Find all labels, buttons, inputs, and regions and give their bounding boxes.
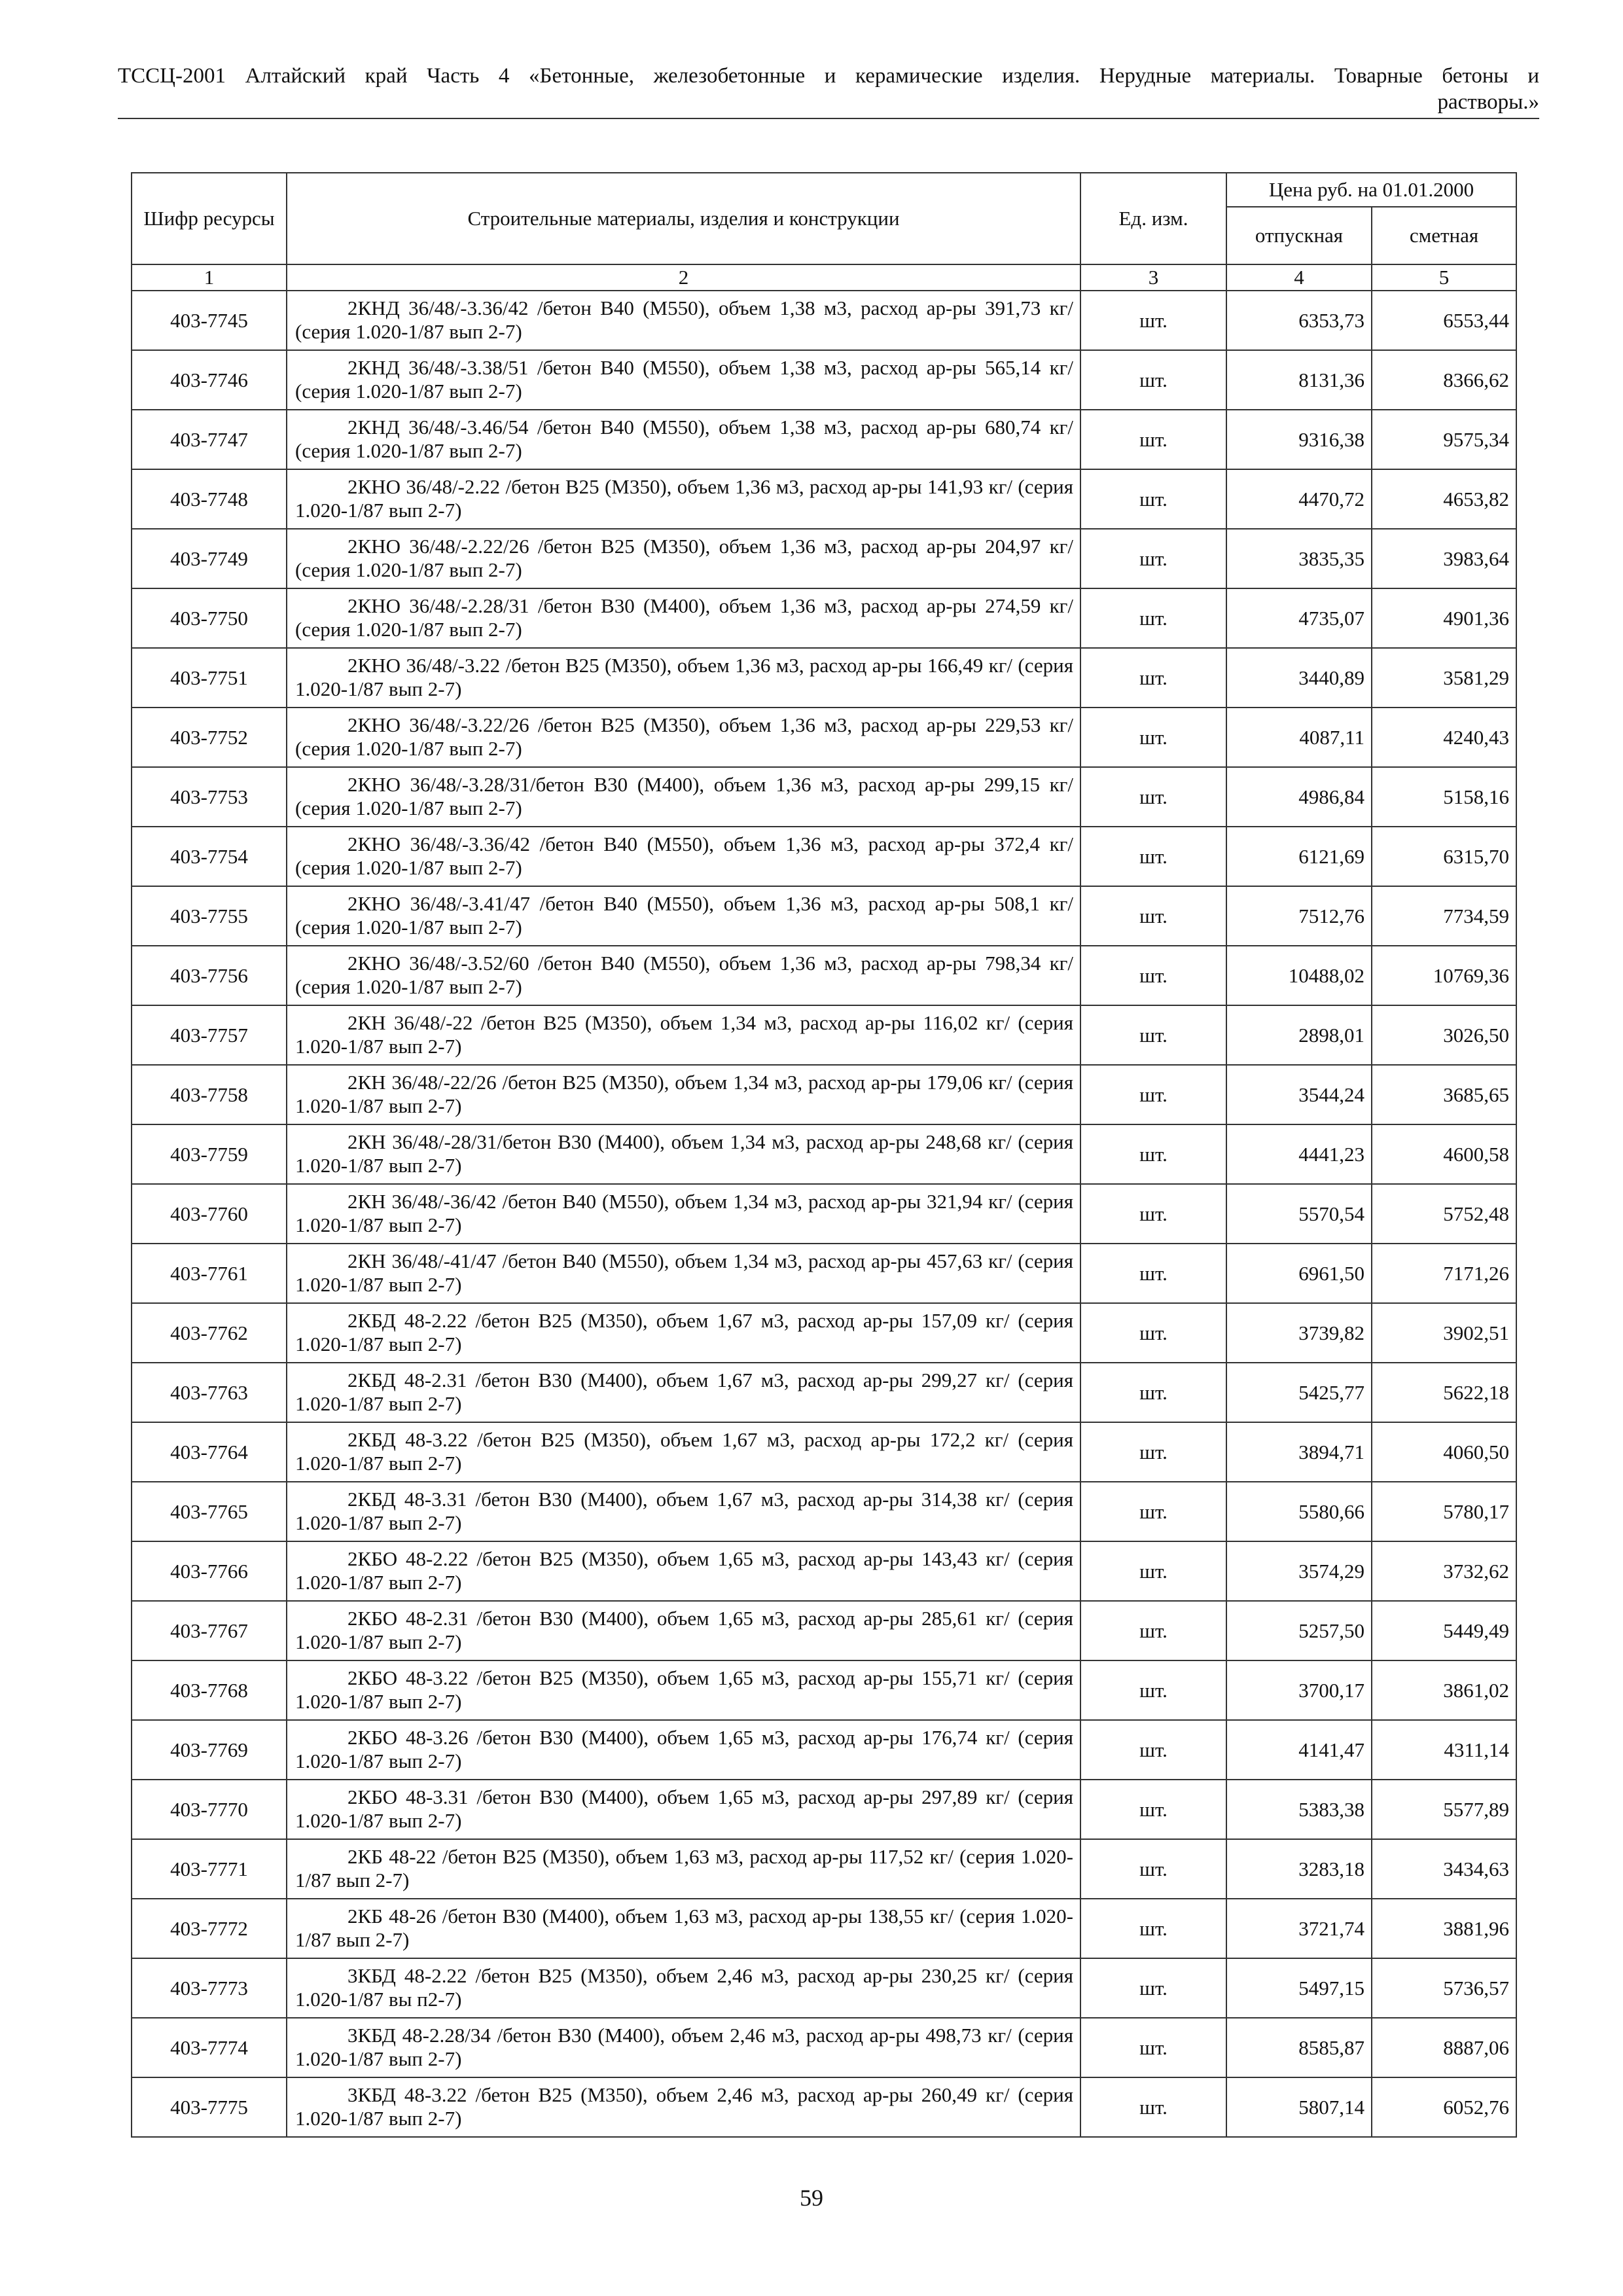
unit-cell: шт.: [1080, 1958, 1226, 2018]
header-unit: Ед. изм.: [1080, 173, 1226, 264]
estimate-price-cell: 5577,89: [1372, 1780, 1516, 1839]
release-price-cell: 5257,50: [1226, 1601, 1372, 1660]
column-number: 1: [132, 264, 287, 291]
release-price-cell: 4470,72: [1226, 469, 1372, 529]
table-row: [132, 1780, 1516, 1839]
table-row: [132, 648, 1516, 708]
unit-cell: шт.: [1080, 648, 1226, 708]
material-description-cell: [287, 2077, 1080, 2137]
release-price-cell: 3574,29: [1226, 1541, 1372, 1601]
resource-code-cell: 403-7759: [132, 1124, 287, 1184]
release-price-cell: 4441,23: [1226, 1124, 1372, 1184]
header-estimate-price: сметная: [1372, 207, 1516, 264]
table-row: [132, 1541, 1516, 1601]
unit-cell: шт.: [1080, 1363, 1226, 1422]
release-price-cell: 8585,87: [1226, 2018, 1372, 2077]
table-row: [132, 1601, 1516, 1660]
column-number: 4: [1226, 264, 1372, 291]
column-number: 3: [1080, 264, 1226, 291]
estimate-price-cell: 7171,26: [1372, 1244, 1516, 1303]
material-description-cell: [287, 469, 1080, 529]
unit-cell: шт.: [1080, 1541, 1226, 1601]
unit-cell: шт.: [1080, 708, 1226, 767]
material-description-text: 2КНО 36/48/-2.22 /бетон В25 (М350), объем 1,36 м3, расход ар-ры 141,93 кг/ (серия 1.020-1/87 вып 2-7): [295, 475, 1073, 522]
material-description-text: 2КНО 36/48/-2.22/26 /бетон В25 (М350), объем 1,36 м3, расход ар-ры 204,97 кг/ (серия 1.020-1/87 вып 2-7): [295, 534, 1073, 581]
table-row: [132, 350, 1516, 410]
table-row: [132, 2077, 1516, 2137]
table-row: [132, 946, 1516, 1005]
material-description-text: 2КН 36/48/-28/31/бетон В30 (М400), объем 1,34 м3, расход ар-ры 248,68 кг/ (серия 1.020-1/87 вып 2-7): [295, 1130, 1073, 1177]
resource-code-cell: 403-7768: [132, 1660, 287, 1720]
resource-code-cell: 403-7773: [132, 1958, 287, 2018]
unit-cell: шт.: [1080, 1780, 1226, 1839]
material-description-text: 2КНД 36/48/-3.38/51 /бетон В40 (М550), объем 1,38 м3, расход ар-ры 565,14 кг/ (серия 1.020-1/87 вып 2-7): [295, 355, 1073, 403]
material-description-cell: [287, 1482, 1080, 1541]
estimate-price-cell: 8366,62: [1372, 350, 1516, 410]
material-description-cell: [287, 1303, 1080, 1363]
column-number: 2: [287, 264, 1080, 291]
table-row: [132, 1899, 1516, 1958]
release-price-cell: 5425,77: [1226, 1363, 1372, 1422]
estimate-price-cell: 10769,36: [1372, 946, 1516, 1005]
release-price-cell: 4986,84: [1226, 767, 1372, 827]
estimate-price-cell: 4653,82: [1372, 469, 1516, 529]
material-description-cell: [287, 1780, 1080, 1839]
unit-cell: шт.: [1080, 469, 1226, 529]
table-row: [132, 708, 1516, 767]
release-price-cell: 3835,35: [1226, 529, 1372, 588]
resource-code-cell: 403-7766: [132, 1541, 287, 1601]
unit-cell: шт.: [1080, 1601, 1226, 1660]
table-row: [132, 827, 1516, 886]
estimate-price-cell: 8887,06: [1372, 2018, 1516, 2077]
header-code: Шифр ресурсы: [132, 173, 287, 264]
estimate-price-cell: 5449,49: [1372, 1601, 1516, 1660]
resource-code-cell: 403-7762: [132, 1303, 287, 1363]
material-description-text: 3КБД 48-2.28/34 /бетон В30 (М400), объем 2,46 м3, расход ар-ры 498,73 кг/ (серия 1.020-1/87 вып 2-7): [295, 2023, 1073, 2070]
estimate-price-cell: 7734,59: [1372, 886, 1516, 946]
release-price-cell: 3544,24: [1226, 1065, 1372, 1124]
estimate-price-cell: 6052,76: [1372, 2077, 1516, 2137]
release-price-cell: 4141,47: [1226, 1720, 1372, 1780]
estimate-price-cell: 4600,58: [1372, 1124, 1516, 1184]
table-row: [132, 1720, 1516, 1780]
table-row: [132, 291, 1516, 350]
material-description-text: 2КБО 48-3.31 /бетон В30 (М400), объем 1,65 м3, расход ар-ры 297,89 кг/ (серия 1.020-1/87 вып 2-7): [295, 1785, 1073, 1832]
estimate-price-cell: 3881,96: [1372, 1899, 1516, 1958]
unit-cell: шт.: [1080, 1482, 1226, 1541]
table-row: [132, 1363, 1516, 1422]
material-description-text: 3КБД 48-2.22 /бетон В25 (М350), объем 2,46 м3, расход ар-ры 230,25 кг/ (серия 1.020-1/87 вы п2-7): [295, 1964, 1073, 2011]
material-description-text: 2КБД 48-3.22 /бетон В25 (М350), объем 1,67 м3, расход ар-ры 172,2 кг/ (серия 1.020-1/87 вып 2-7): [295, 1427, 1073, 1475]
material-description-cell: [287, 588, 1080, 648]
estimate-price-cell: 5752,48: [1372, 1184, 1516, 1244]
estimate-price-cell: 3861,02: [1372, 1660, 1516, 1720]
resource-code-cell: 403-7758: [132, 1065, 287, 1124]
estimate-price-cell: 3983,64: [1372, 529, 1516, 588]
material-description-text: 2КН 36/48/-22/26 /бетон В25 (М350), объем 1,34 м3, расход ар-ры 179,06 кг/ (серия 1.020-1/87 вып 2-7): [295, 1070, 1073, 1117]
material-description-text: 2КНО 36/48/-3.41/47 /бетон В40 (М550), объем 1,36 м3, расход ар-ры 508,1 кг/ (серия 1.020-1/87 вып 2-7): [295, 891, 1073, 939]
estimate-price-cell: 6315,70: [1372, 827, 1516, 886]
table-row: [132, 1005, 1516, 1065]
table-row: [132, 1124, 1516, 1184]
material-description-text: 2КБО 48-3.22 /бетон В25 (М350), объем 1,65 м3, расход ар-ры 155,71 кг/ (серия 1.020-1/87 вып 2-7): [295, 1666, 1073, 1713]
unit-cell: шт.: [1080, 529, 1226, 588]
unit-cell: шт.: [1080, 1422, 1226, 1482]
resource-code-cell: 403-7769: [132, 1720, 287, 1780]
unit-cell: шт.: [1080, 1839, 1226, 1899]
unit-cell: шт.: [1080, 1899, 1226, 1958]
unit-cell: шт.: [1080, 291, 1226, 350]
unit-cell: шт.: [1080, 767, 1226, 827]
unit-cell: шт.: [1080, 1303, 1226, 1363]
unit-cell: шт.: [1080, 1005, 1226, 1065]
unit-cell: шт.: [1080, 1244, 1226, 1303]
table-row: [132, 1958, 1516, 2018]
resource-code-cell: 403-7770: [132, 1780, 287, 1839]
resource-code-cell: 403-7761: [132, 1244, 287, 1303]
estimate-price-cell: 4060,50: [1372, 1422, 1516, 1482]
release-price-cell: 3700,17: [1226, 1660, 1372, 1720]
release-price-cell: 6121,69: [1226, 827, 1372, 886]
unit-cell: шт.: [1080, 1720, 1226, 1780]
resource-code-cell: 403-7748: [132, 469, 287, 529]
table-body: [132, 291, 1516, 2137]
unit-cell: шт.: [1080, 350, 1226, 410]
unit-cell: шт.: [1080, 588, 1226, 648]
unit-cell: шт.: [1080, 2018, 1226, 2077]
resource-code-cell: 403-7775: [132, 2077, 287, 2137]
page-number: 59: [800, 2185, 823, 2211]
material-description-cell: [287, 529, 1080, 588]
material-description-text: 2КНО 36/48/-2.28/31 /бетон В30 (М400), объем 1,36 м3, расход ар-ры 274,59 кг/ (серия 1.020-1/87 вып 2-7): [295, 594, 1073, 641]
material-description-text: 2КБД 48-3.31 /бетон В30 (М400), объем 1,67 м3, расход ар-ры 314,38 кг/ (серия 1.020-1/87 вып 2-7): [295, 1487, 1073, 1534]
table-row: [132, 588, 1516, 648]
unit-cell: шт.: [1080, 2077, 1226, 2137]
table-row: [132, 410, 1516, 469]
material-description-cell: [287, 708, 1080, 767]
header-price-group: Цена руб. на 01.01.2000: [1226, 173, 1516, 207]
table-row: [132, 1184, 1516, 1244]
material-description-cell: [287, 1958, 1080, 2018]
resource-code-cell: 403-7750: [132, 588, 287, 648]
material-description-cell: [287, 886, 1080, 946]
release-price-cell: 4735,07: [1226, 588, 1372, 648]
unit-cell: шт.: [1080, 1660, 1226, 1720]
material-description-cell: [287, 1660, 1080, 1720]
material-description-text: 3КБД 48-3.22 /бетон В25 (М350), объем 2,46 м3, расход ар-ры 260,49 кг/ (серия 1.020-1/87 вып 2-7): [295, 2083, 1073, 2130]
resource-code-cell: 403-7764: [132, 1422, 287, 1482]
release-price-cell: 3440,89: [1226, 648, 1372, 708]
unit-cell: шт.: [1080, 946, 1226, 1005]
release-price-cell: 5580,66: [1226, 1482, 1372, 1541]
estimate-price-cell: 5158,16: [1372, 767, 1516, 827]
resource-code-cell: 403-7767: [132, 1601, 287, 1660]
table-row: [132, 1839, 1516, 1899]
table-row: [132, 767, 1516, 827]
estimate-price-cell: 3581,29: [1372, 648, 1516, 708]
table-row: [132, 1065, 1516, 1124]
material-description-cell: [287, 1363, 1080, 1422]
material-description-text: 2КН 36/48/-36/42 /бетон В40 (М550), объем 1,34 м3, расход ар-ры 321,94 кг/ (серия 1.020-1/87 вып 2-7): [295, 1189, 1073, 1236]
material-description-text: 2КНД 36/48/-3.46/54 /бетон В40 (М550), объем 1,38 м3, расход ар-ры 680,74 кг/ (серия 1.020-1/87 вып 2-7): [295, 415, 1073, 462]
material-description-cell: [287, 1065, 1080, 1124]
resource-code-cell: 403-7752: [132, 708, 287, 767]
resource-code-cell: 403-7754: [132, 827, 287, 886]
table-row: [132, 1482, 1516, 1541]
resource-code-cell: 403-7757: [132, 1005, 287, 1065]
unit-cell: шт.: [1080, 1184, 1226, 1244]
estimate-price-cell: 3685,65: [1372, 1065, 1516, 1124]
material-description-cell: [287, 1541, 1080, 1601]
material-description-text: 2КНО 36/48/-3.28/31/бетон В30 (М400), объем 1,36 м3, расход ар-ры 299,15 кг/ (серия 1.020-1/87 вып 2-7): [295, 772, 1073, 819]
resource-code-cell: 403-7755: [132, 886, 287, 946]
table-row: [132, 529, 1516, 588]
material-description-text: 2КБО 48-2.22 /бетон В25 (М350), объем 1,65 м3, расход ар-ры 143,43 кг/ (серия 1.020-1/87 вып 2-7): [295, 1547, 1073, 1594]
table-row: [132, 886, 1516, 946]
unit-cell: шт.: [1080, 886, 1226, 946]
material-description-cell: [287, 648, 1080, 708]
resource-code-cell: 403-7760: [132, 1184, 287, 1244]
resource-code-cell: 403-7745: [132, 291, 287, 350]
material-description-cell: [287, 1244, 1080, 1303]
material-description-text: 2КНО 36/48/-3.22/26 /бетон В25 (М350), объем 1,36 м3, расход ар-ры 229,53 кг/ (серия 1.020-1/87 вып 2-7): [295, 713, 1073, 760]
material-description-text: 2КБД 48-2.31 /бетон В30 (М400), объем 1,67 м3, расход ар-ры 299,27 кг/ (серия 1.020-1/87 вып 2-7): [295, 1368, 1073, 1415]
resource-code-cell: 403-7746: [132, 350, 287, 410]
release-price-cell: 5807,14: [1226, 2077, 1372, 2137]
material-description-text: 2КНО 36/48/-3.52/60 /бетон В40 (М550), объем 1,36 м3, расход ар-ры 798,34 кг/ (серия 1.020-1/87 вып 2-7): [295, 951, 1073, 998]
resource-code-cell: 403-7753: [132, 767, 287, 827]
unit-cell: шт.: [1080, 410, 1226, 469]
material-description-cell: [287, 946, 1080, 1005]
table-row: [132, 1244, 1516, 1303]
header-name: Строительные материалы, изделия и конструкции: [287, 173, 1080, 264]
material-description-cell: [287, 1601, 1080, 1660]
release-price-cell: 5497,15: [1226, 1958, 1372, 2018]
price-table: [131, 172, 1517, 2138]
release-price-cell: 6961,50: [1226, 1244, 1372, 1303]
material-description-cell: [287, 350, 1080, 410]
table-row: [132, 469, 1516, 529]
release-price-cell: 3721,74: [1226, 1899, 1372, 1958]
release-price-cell: 6353,73: [1226, 291, 1372, 350]
estimate-price-cell: 5780,17: [1372, 1482, 1516, 1541]
resource-code-cell: 403-7749: [132, 529, 287, 588]
resource-code-cell: 403-7772: [132, 1899, 287, 1958]
material-description-text: 2КБ 48-26 /бетон В30 (М400), объем 1,63 м3, расход ар-ры 138,55 кг/ (серия 1.020-1/87 вып 2-7): [295, 1904, 1073, 1951]
release-price-cell: 5383,38: [1226, 1780, 1372, 1839]
material-description-cell: [287, 1124, 1080, 1184]
material-description-cell: [287, 1184, 1080, 1244]
material-description-cell: [287, 291, 1080, 350]
material-description-cell: [287, 1422, 1080, 1482]
resource-code-cell: 403-7747: [132, 410, 287, 469]
material-description-text: 2КБО 48-3.26 /бетон В30 (М400), объем 1,65 м3, расход ар-ры 176,74 кг/ (серия 1.020-1/87 вып 2-7): [295, 1725, 1073, 1772]
material-description-text: 2КНО 36/48/-3.22 /бетон В25 (М350), объем 1,36 м3, расход ар-ры 166,49 кг/ (серия 1.020-1/87 вып 2-7): [295, 653, 1073, 700]
resource-code-cell: 403-7765: [132, 1482, 287, 1541]
resource-code-cell: 403-7756: [132, 946, 287, 1005]
column-number: 5: [1372, 264, 1516, 291]
release-price-cell: 8131,36: [1226, 350, 1372, 410]
material-description-text: 2КНД 36/48/-3.36/42 /бетон В40 (М550), объем 1,38 м3, расход ар-ры 391,73 кг/ (серия 1.020-1/87 вып 2-7): [295, 296, 1073, 343]
header-line-1: ТССЦ-2001 Алтайский край Часть 4 «Бетонные, железобетонные и керамические изделия. Нерудные материалы. Товарные бетоны и: [118, 64, 1539, 88]
resource-code-cell: 403-7763: [132, 1363, 287, 1422]
unit-cell: шт.: [1080, 1065, 1226, 1124]
resource-code-cell: 403-7751: [132, 648, 287, 708]
material-description-text: 2КБО 48-2.31 /бетон В30 (М400), объем 1,65 м3, расход ар-ры 285,61 кг/ (серия 1.020-1/87 вып 2-7): [295, 1606, 1073, 1653]
material-description-cell: [287, 1005, 1080, 1065]
release-price-cell: 3894,71: [1226, 1422, 1372, 1482]
unit-cell: шт.: [1080, 827, 1226, 886]
estimate-price-cell: 3026,50: [1372, 1005, 1516, 1065]
material-description-text: 2КБД 48-2.22 /бетон В25 (М350), объем 1,67 м3, расход ар-ры 157,09 кг/ (серия 1.020-1/87 вып 2-7): [295, 1308, 1073, 1355]
resource-code-cell: 403-7774: [132, 2018, 287, 2077]
material-description-text: 2КБ 48-22 /бетон В25 (М350), объем 1,63 м3, расход ар-ры 117,52 кг/ (серия 1.020-1/87 вып 2-7): [295, 1844, 1073, 1892]
material-description-text: 2КН 36/48/-41/47 /бетон В40 (М550), объем 1,34 м3, расход ар-ры 457,63 кг/ (серия 1.020-1/87 вып 2-7): [295, 1249, 1073, 1296]
header-line-2: растворы.»: [1437, 90, 1539, 114]
table-row: [132, 2018, 1516, 2077]
resource-code-cell: 403-7771: [132, 1839, 287, 1899]
release-price-cell: 2898,01: [1226, 1005, 1372, 1065]
material-description-cell: [287, 1839, 1080, 1899]
release-price-cell: 5570,54: [1226, 1184, 1372, 1244]
estimate-price-cell: 4311,14: [1372, 1720, 1516, 1780]
table-row: [132, 1303, 1516, 1363]
material-description-cell: [287, 1899, 1080, 1958]
release-price-cell: 9316,38: [1226, 410, 1372, 469]
estimate-price-cell: 3434,63: [1372, 1839, 1516, 1899]
estimate-price-cell: 4901,36: [1372, 588, 1516, 648]
material-description-text: 2КНО 36/48/-3.36/42 /бетон В40 (М550), объем 1,36 м3, расход ар-ры 372,4 кг/ (серия 1.020-1/87 вып 2-7): [295, 832, 1073, 879]
estimate-price-cell: 6553,44: [1372, 291, 1516, 350]
material-description-text: 2КН 36/48/-22 /бетон В25 (М350), объем 1,34 м3, расход ар-ры 116,02 кг/ (серия 1.020-1/87 вып 2-7): [295, 1011, 1073, 1058]
release-price-cell: 3283,18: [1226, 1839, 1372, 1899]
table-row: [132, 1660, 1516, 1720]
table-row: [132, 1422, 1516, 1482]
material-description-cell: [287, 2018, 1080, 2077]
estimate-price-cell: 4240,43: [1372, 708, 1516, 767]
estimate-price-cell: 5736,57: [1372, 1958, 1516, 2018]
material-description-cell: [287, 1720, 1080, 1780]
estimate-price-cell: 5622,18: [1372, 1363, 1516, 1422]
material-description-cell: [287, 767, 1080, 827]
estimate-price-cell: 3732,62: [1372, 1541, 1516, 1601]
unit-cell: шт.: [1080, 1124, 1226, 1184]
estimate-price-cell: 9575,34: [1372, 410, 1516, 469]
page-header: [118, 63, 1539, 119]
release-price-cell: 7512,76: [1226, 886, 1372, 946]
header-release-price: отпускная: [1226, 207, 1372, 264]
material-description-cell: [287, 827, 1080, 886]
estimate-price-cell: 3902,51: [1372, 1303, 1516, 1363]
release-price-cell: 4087,11: [1226, 708, 1372, 767]
material-description-cell: [287, 410, 1080, 469]
release-price-cell: 10488,02: [1226, 946, 1372, 1005]
release-price-cell: 3739,82: [1226, 1303, 1372, 1363]
